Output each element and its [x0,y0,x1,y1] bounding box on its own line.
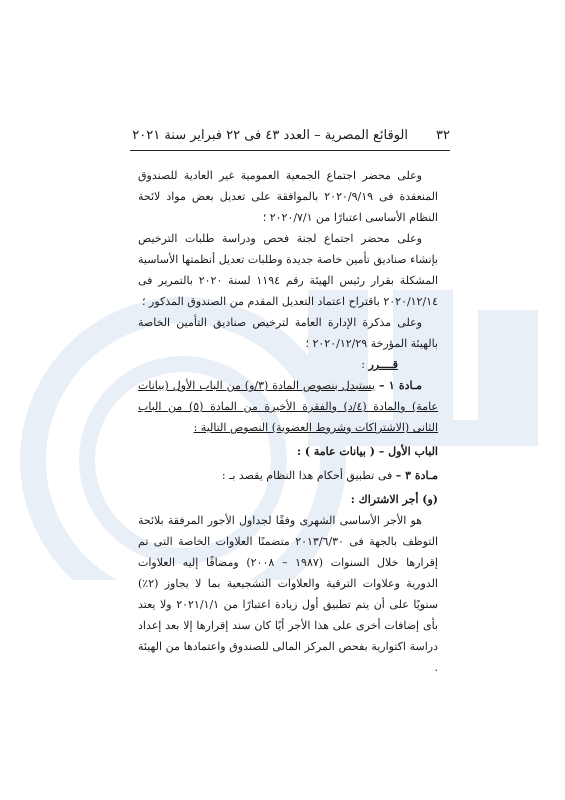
article-3 [138,465,438,486]
article-1-label: مـادة ١ – [378,379,422,392]
paragraph-recital-2: وعلى محضر اجتماع لجنة فحص ودراسة طلبات الترخيص بإنشاء صناديق تأمين خاصة جديدة وطلبات تعديل أنظمتها الأساسية المشكلة بقرار رئيس الهيئة رقم ١١٩٤ لسنة ٢٠٢٠ بالتمرير فى ٢٠٢٠/١٢/١٤ باقتراح اعتماد التعديل المقدم من الصندوق المذكور ؛ [138,232,438,308]
page-number: ٣٢ [436,128,450,143]
definition-label: (و) أجر الاشتراك : [350,493,438,506]
page-header [130,126,450,148]
header-rule [130,150,450,151]
decree-heading: قــــرر [368,358,398,371]
article-1 [138,375,438,438]
paragraph-recital-1: وعلى محضر اجتماع الجمعية العمومية غير العادية للصندوق المنعقدة فى ٢٠٢٠/٩/١٩ بالموافقة على تعديل بعض مواد لائحة النظام الأساسى اعتبارًا من ٢٠٢٠/٧/١ ؛ [138,169,438,224]
article-3-label: مـادة ٣ – [395,469,438,482]
definition-text: هو الأجر الأساسى الشهرى وفقًا لجداول الأجور المرفقة بلائحة التوظف بالجهة فى ٢٠١٣/٦/٣٠ متضمنًا العلاوات الخاصة التى تم إقرارها خلال السنوات (١٩٨٧ – ٢٠٠٨) ومضافًا إليه العلاوات الدورية وعلاوات الترقية والعلاوات التشجيعية بما لا يجاوز (٢٪) سنويًا على أن يتم تطبيق أول زيادة اعتبارًا من ٢٠٢١/١/١ ولا يعتد بأى إضافات أخرى على هذا الأجر أيًا كان سند إقرارها إلا بعد إعداد دراسة اكتوارية بفحص المركز المالى للصندوق واعتمادها من الهيئة . [138,514,438,674]
running-title: الوقائع المصرية – العدد ٤٣ فى ٢٢ فبراير سنة ٢٠٢١ [132,128,408,143]
paragraph-recital-3: وعلى مذكرة الإدارة العامة لترخيص صناديق التأمين الخاصة بالهيئة المؤرخة ٢٠٢٠/١٢/٢٩ ؛ [138,316,438,350]
decree-colon: : [361,358,365,371]
article-3-text: فى تطبيق أحكام هذا النظام يقصد بـ : [221,469,393,482]
document-body [138,165,438,678]
decree-heading-line [138,354,438,375]
chapter-1-heading: الباب الأول – ( بيانات عامة ) : [296,445,438,458]
article-1-text: يستبدل بنصوص المادة (٣/و) من الباب الأول (بيانات عامة) والمادة (٤/د) والفقرة الأخيرة من المادة (٥) من الباب الثانى (الاشتراكات وشروط العضوية) النصوص التالية : [138,379,438,434]
